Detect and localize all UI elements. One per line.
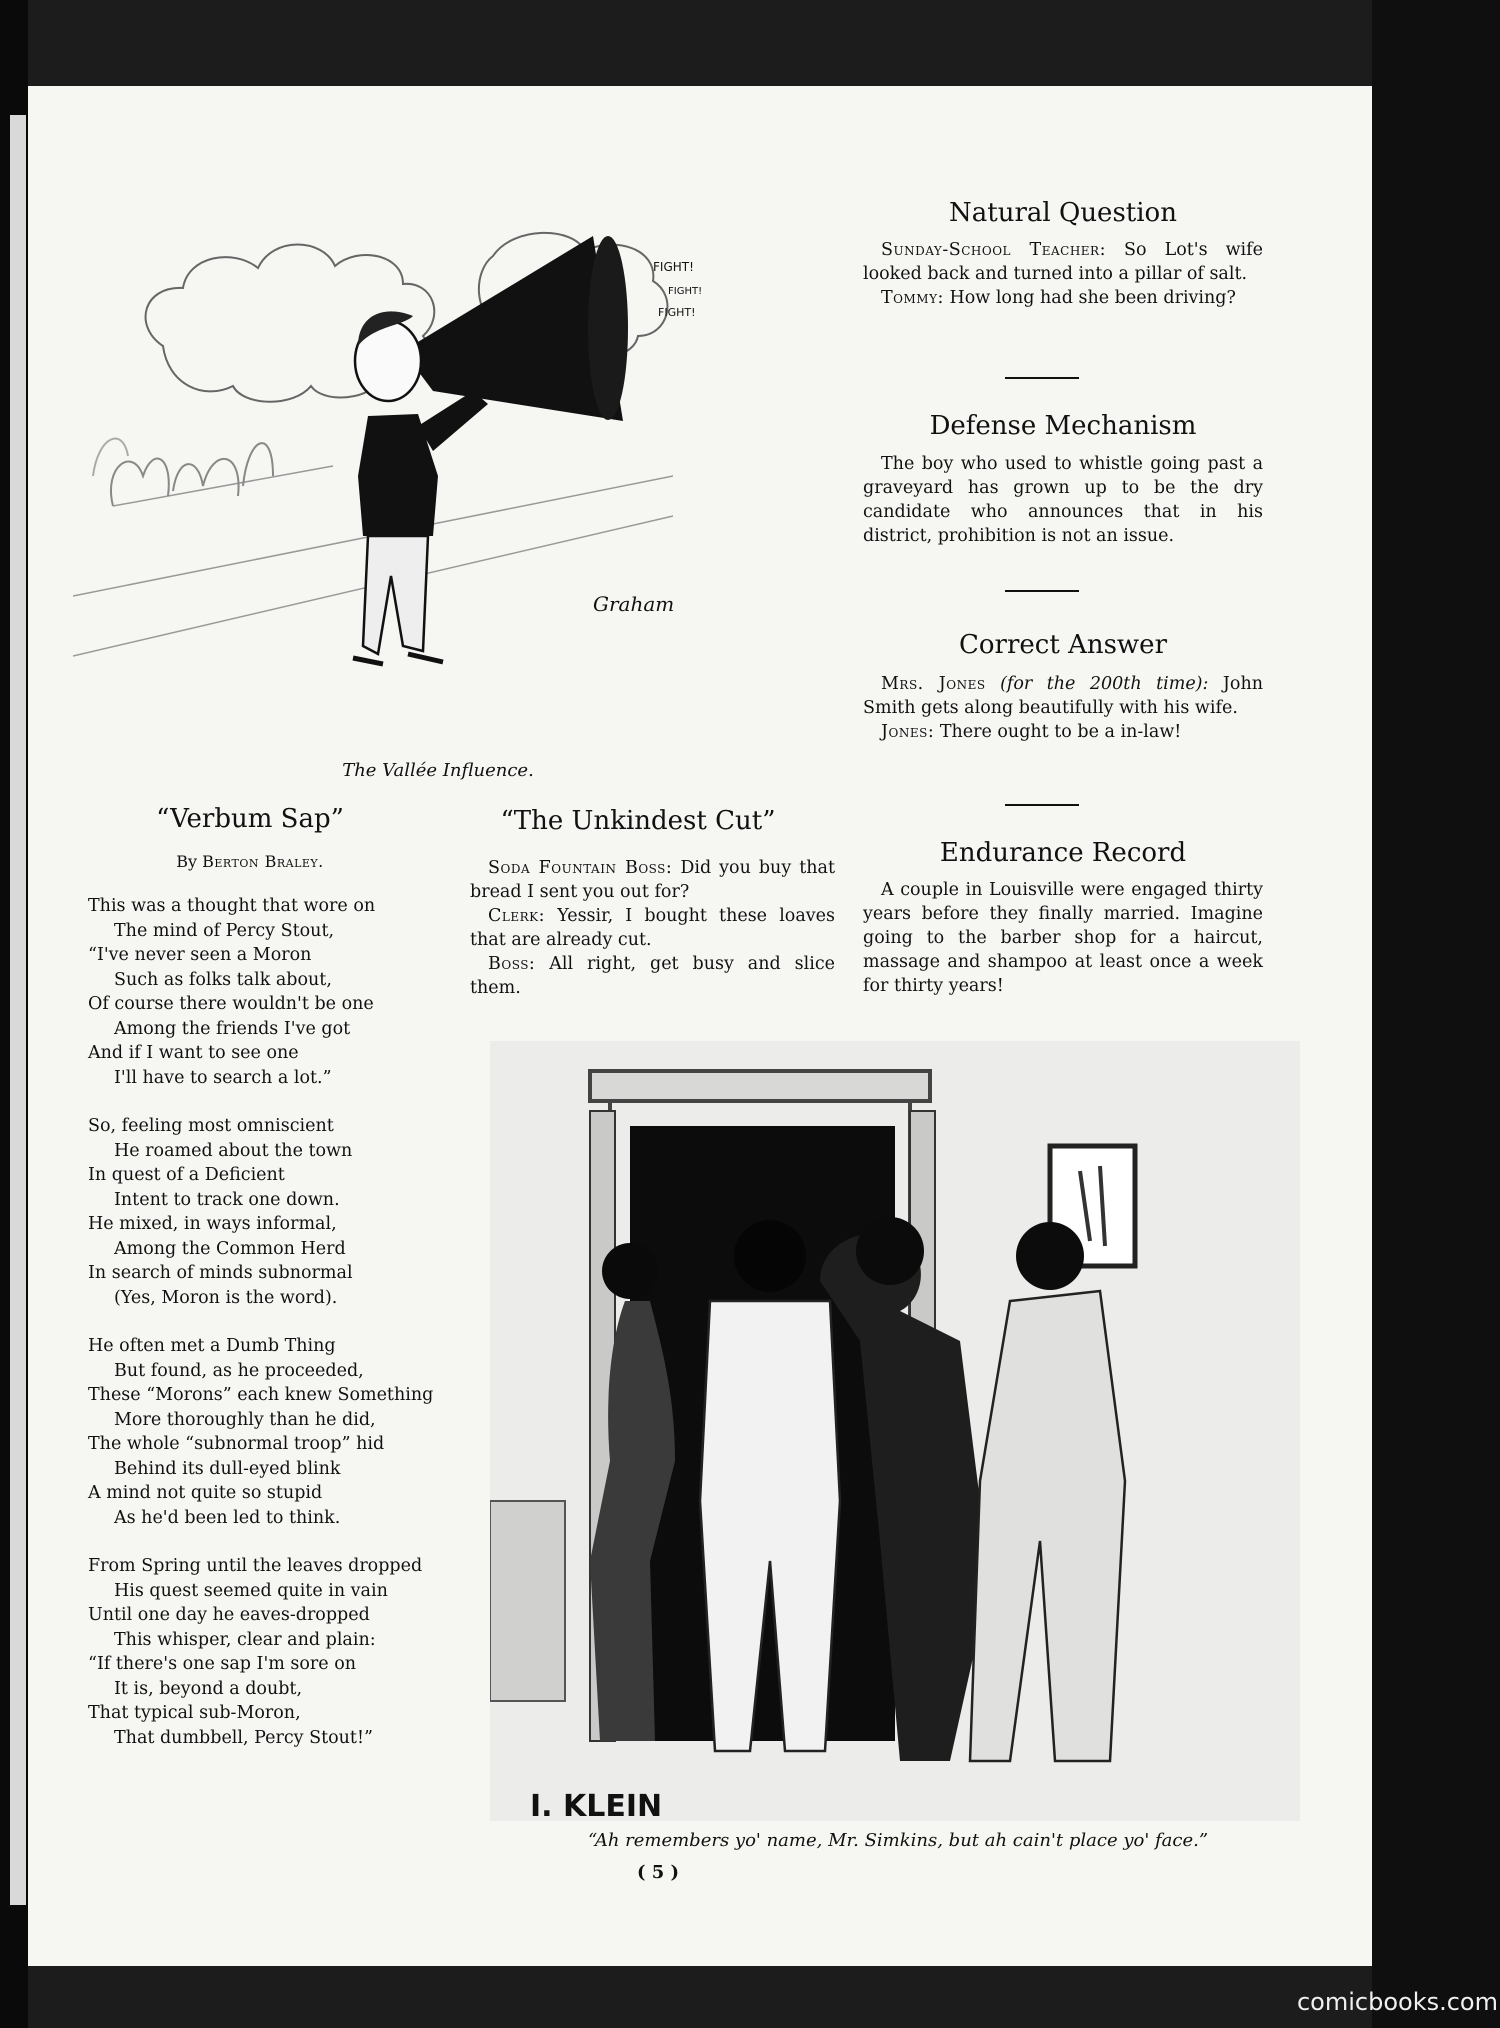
poem-line: So, feeling most omniscient — [88, 1116, 334, 1136]
dialogue-line: John Smith gets along beautifully with his wife. — [863, 674, 1263, 718]
paragraph: The boy who used to whistle going past a graveyard has grown up to be the dry candidate who announces that in his district, prohibition is not an issue. — [863, 454, 1263, 546]
poem-line: Among the friends I've got — [114, 1018, 351, 1039]
poem-line: But found, as he proceeded, — [114, 1360, 364, 1381]
poem-line: This was a thought that wore on — [88, 896, 376, 916]
verbum-sap-title: “Verbum Sap” — [156, 804, 344, 834]
party-cartoon — [490, 1041, 1300, 1821]
defense-mechanism-title: Defense Mechanism — [929, 411, 1197, 441]
dialogue-line: Yessir, I bought these loaves that are already cut. — [470, 906, 835, 950]
magazine-page — [28, 86, 1372, 1966]
top-cartoon-caption: The Vallée Influence. — [342, 760, 534, 781]
natural-question-text — [863, 238, 1263, 310]
byline-prefix: By — [176, 852, 198, 871]
poem-line: Intent to track one down. — [114, 1189, 340, 1210]
stanza-gap — [88, 1310, 448, 1334]
defense-mechanism-text — [863, 452, 1263, 548]
scan-background — [1372, 0, 1500, 2028]
cheerleader-cartoon — [73, 176, 713, 676]
poem-line: These “Morons” each knew Something — [88, 1385, 434, 1405]
poem-line: In search of minds subnormal — [88, 1263, 353, 1283]
poem-line: He often met a Dumb Thing — [88, 1336, 336, 1356]
speaker-label: Sunday-School Teacher: — [881, 240, 1106, 260]
shout-text: FIGHT! — [668, 286, 703, 297]
endurance-record-title: Endurance Record — [939, 838, 1187, 868]
section-divider — [1005, 804, 1079, 806]
natural-question-title: Natural Question — [949, 198, 1177, 228]
unkindest-cut-title: “The Unkindest Cut” — [500, 806, 776, 836]
poem-line: Of course there wouldn't be one — [88, 994, 374, 1014]
poem-line: As he'd been led to think. — [114, 1507, 341, 1528]
poem-line: He mixed, in ways informal, — [88, 1214, 337, 1234]
verbum-sap-poem — [88, 894, 448, 1750]
site-watermark: comicbooks.com — [1296, 1988, 1498, 2016]
section-divider — [1005, 377, 1079, 379]
poem-line: He roamed about the town — [114, 1140, 353, 1161]
poem-line: Among the Common Herd — [114, 1238, 346, 1259]
poem-line: It is, beyond a doubt, — [114, 1678, 303, 1699]
poem-line: From Spring until the leaves dropped — [88, 1556, 423, 1576]
shout-text: FIGHT! — [658, 306, 696, 319]
poem-line: More thoroughly than he did, — [114, 1409, 376, 1430]
poem-line: Such as folks talk about, — [114, 969, 332, 990]
correct-answer-title: Correct Answer — [959, 630, 1167, 660]
poem-line: His quest seemed quite in vain — [114, 1580, 388, 1601]
speaker-label: Boss: — [488, 954, 536, 974]
dialogue-line: Did you buy that bread I sent you out for? — [470, 858, 835, 902]
speaker-label: Mrs. Jones — [881, 674, 986, 694]
poem-line: (Yes, Moron is the word). — [114, 1287, 338, 1308]
artist-signature: I. KLEIN — [530, 1789, 663, 1821]
dialogue-line: So Lot's wife looked back and turned into a pillar of salt. — [863, 240, 1263, 284]
poem-line: In quest of a Deficient — [88, 1165, 285, 1185]
section-divider — [1005, 590, 1079, 592]
poem-line: That typical sub-Moron, — [88, 1703, 301, 1723]
poem-line: “I've never seen a Moron — [88, 945, 312, 965]
speaker-label: Soda Fountain Boss: — [488, 858, 673, 878]
poem-author: Berton Braley. — [202, 852, 324, 871]
poem-line: That dumbbell, Percy Stout!” — [114, 1727, 373, 1748]
dialogue-line: There ought to be a in-law! — [939, 722, 1182, 742]
page-number: ( 5 ) — [636, 1862, 680, 1883]
dialogue-line: All right, get busy and slice them. — [470, 954, 835, 998]
unkindest-cut-text — [470, 856, 835, 1000]
poem-line: Until one day he eaves-dropped — [88, 1605, 370, 1625]
dialogue-line: How long had she been driving? — [949, 288, 1236, 308]
facing-page-edge — [10, 115, 26, 1905]
poem-line: I'll have to search a lot.” — [114, 1067, 332, 1088]
speaker-label: Jones: — [881, 722, 935, 742]
poem-line: A mind not quite so stupid — [88, 1483, 323, 1503]
stage-direction: (for the 200th time): — [1000, 674, 1209, 694]
correct-answer-text — [863, 672, 1263, 744]
poem-byline — [90, 852, 410, 871]
poem-line: And if I want to see one — [88, 1043, 299, 1063]
paragraph: A couple in Louisville were engaged thirty years before they finally married. Imagine going to the barber shop for a haircut, massage and shampoo at least once a week for thirty years! — [863, 880, 1263, 996]
bottom-cartoon-caption: “Ah remembers yo' name, Mr. Simkins, but ah cain't place yo' face.” — [587, 1830, 1209, 1851]
poem-line: Behind its dull-eyed blink — [114, 1458, 341, 1479]
stanza-gap — [88, 1530, 448, 1554]
artist-signature: Graham — [593, 592, 675, 616]
stanza-gap — [88, 1090, 448, 1114]
speaker-label: Clerk: — [488, 906, 546, 926]
endurance-record-text — [863, 878, 1263, 998]
shout-text: FIGHT! — [653, 260, 694, 274]
poem-line: The whole “subnormal troop” hid — [88, 1434, 385, 1454]
poem-line: The mind of Percy Stout, — [114, 920, 335, 941]
poem-line: This whisper, clear and plain: — [114, 1629, 376, 1650]
poem-line: “If there's one sap I'm sore on — [88, 1654, 357, 1674]
speaker-label: Tommy: — [881, 288, 944, 308]
